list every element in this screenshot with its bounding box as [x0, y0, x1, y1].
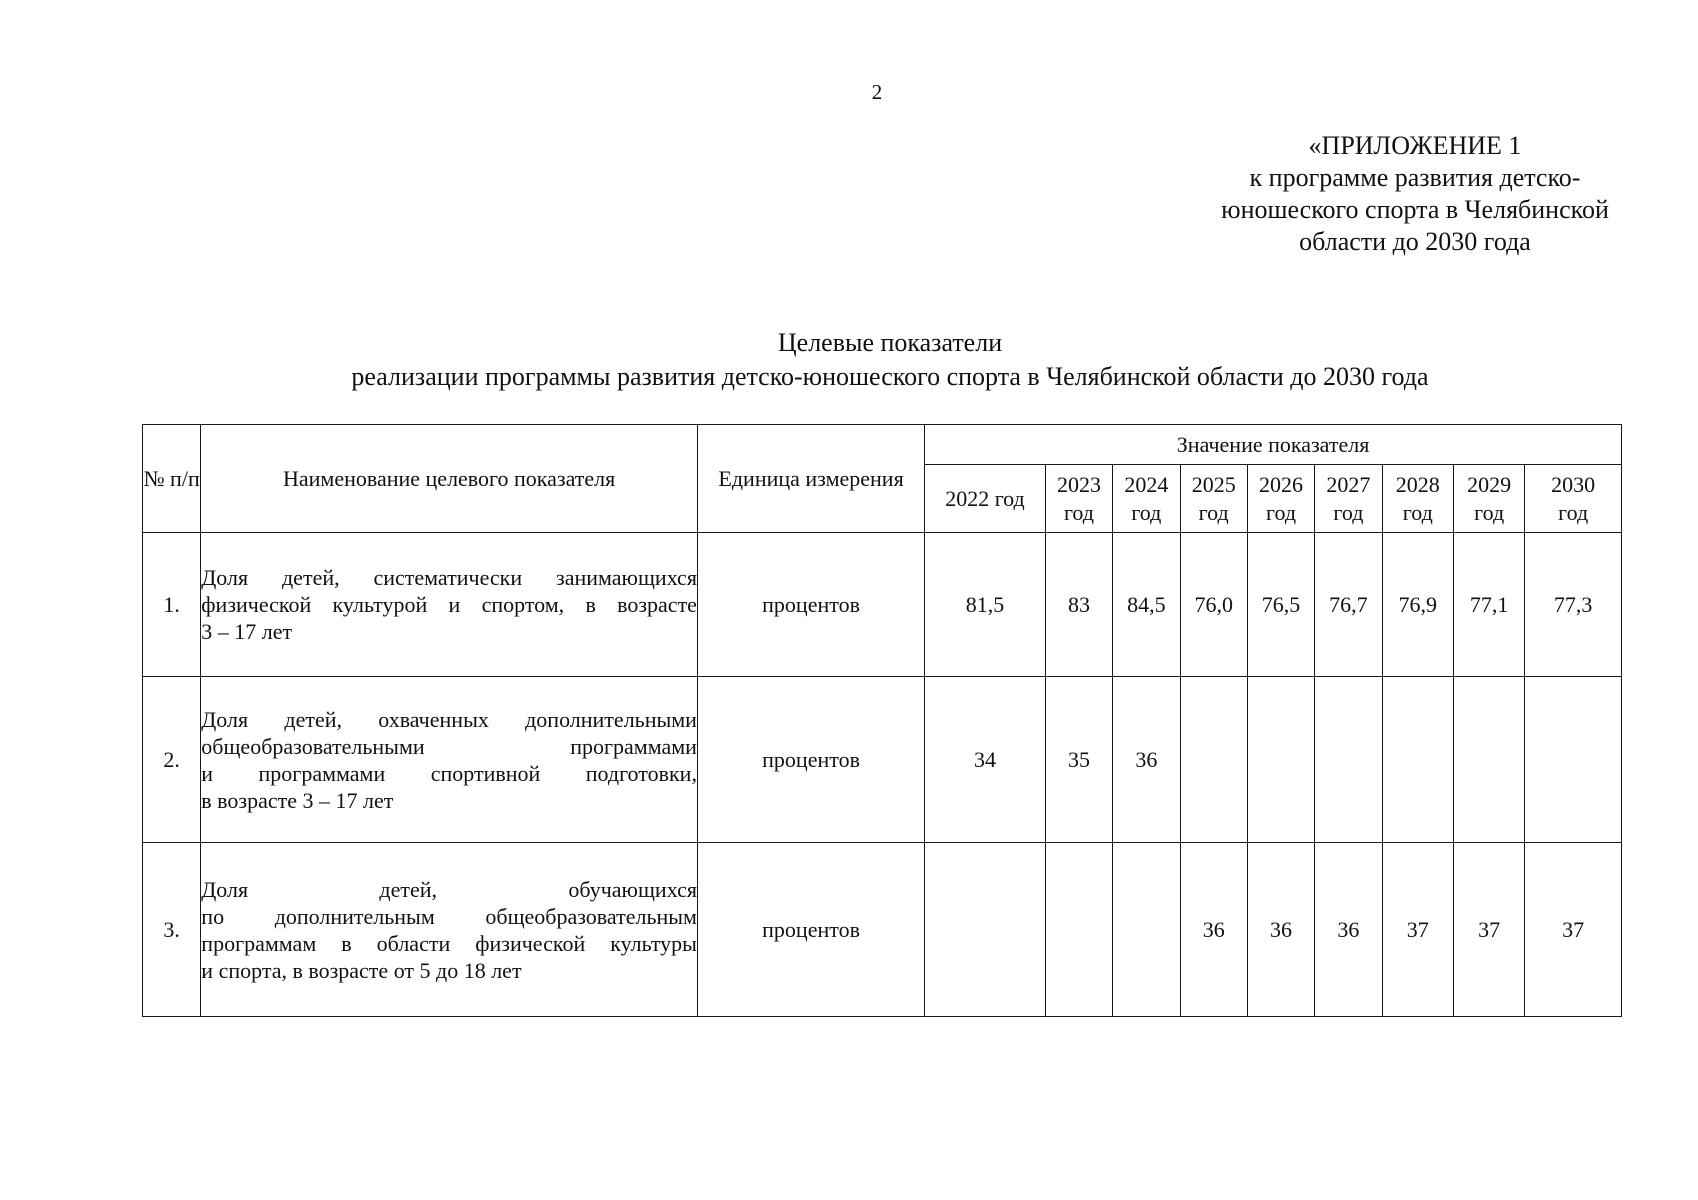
value-cell	[1113, 843, 1180, 1017]
value-cell	[925, 843, 1046, 1017]
value-cell: 81,5	[925, 533, 1046, 677]
header-year-number: 2024	[1124, 471, 1169, 497]
header-year	[925, 465, 1046, 533]
header-year	[1382, 465, 1453, 533]
value-cell: 83	[1045, 533, 1112, 677]
header-year	[1525, 465, 1622, 533]
value-cell	[1045, 843, 1112, 1017]
value-cell: 36	[1113, 677, 1180, 843]
header-year-suffix: год	[1198, 499, 1229, 525]
indicators-table	[142, 424, 1622, 1017]
header-year-number: 2022 год	[945, 485, 1025, 511]
value-cell	[1453, 677, 1524, 843]
header-year-number: 2028	[1395, 471, 1440, 497]
header-year-suffix: год	[1474, 499, 1505, 525]
value-cell: 76,0	[1180, 533, 1247, 677]
indicator-name	[201, 677, 698, 843]
header-year	[1113, 465, 1180, 533]
value-cell: 77,3	[1525, 533, 1622, 677]
appendix-heading	[1170, 130, 1660, 258]
table-row	[143, 843, 1622, 1017]
value-cell	[1180, 677, 1247, 843]
header-year	[1247, 465, 1314, 533]
header-year-suffix: год	[1131, 499, 1162, 525]
header-year	[1045, 465, 1112, 533]
header-year-suffix: год	[1266, 499, 1297, 525]
document-title	[200, 326, 1580, 394]
header-year-number: 2030	[1551, 471, 1596, 497]
header-year-suffix: год	[1333, 499, 1364, 525]
value-cell: 76,5	[1247, 533, 1314, 677]
value-cell	[1525, 677, 1622, 843]
header-year	[1315, 465, 1382, 533]
value-cell: 37	[1382, 843, 1453, 1017]
indicator-name-line: по дополнительным общеобразовательным	[201, 903, 697, 929]
indicator-name-line: и программами спортивной подготовки,	[201, 760, 697, 786]
value-cell: 36	[1315, 843, 1382, 1017]
table-row	[143, 677, 1622, 843]
header-year-suffix: год	[1063, 499, 1094, 525]
indicator-name-line: физической культурой и спортом, в возрасте	[201, 592, 697, 617]
row-number: 3.	[143, 843, 201, 1017]
value-cell: 37	[1525, 843, 1622, 1017]
value-cell	[1382, 677, 1453, 843]
value-cell	[1247, 677, 1314, 843]
indicator-name-line: в возрасте 3 – 17 лет	[201, 787, 394, 813]
unit-cell: процентов	[697, 677, 924, 843]
value-cell: 36	[1180, 843, 1247, 1017]
header-year-number: 2029	[1467, 471, 1512, 497]
appendix-line: области до 2030 года	[1299, 227, 1531, 256]
value-cell: 76,7	[1315, 533, 1382, 677]
unit-cell: процентов	[697, 843, 924, 1017]
value-cell	[1315, 677, 1382, 843]
value-cell: 37	[1453, 843, 1524, 1017]
value-cell: 76,9	[1382, 533, 1453, 677]
header-year-number: 2026	[1259, 471, 1304, 497]
indicator-name-line: программам в области физической культуры	[201, 930, 697, 956]
header-year-number: 2027	[1326, 471, 1371, 497]
value-cell: 35	[1045, 677, 1112, 843]
indicator-name-line: Доля детей, систематически занимающихся	[201, 565, 697, 590]
header-year-suffix: год	[1402, 499, 1433, 525]
header-year-number: 2023	[1056, 471, 1101, 497]
indicator-name-line: 3 – 17 лет	[201, 619, 293, 644]
indicator-name-line: Доля детей, охваченных дополнительными	[201, 706, 697, 732]
appendix-line: к программе развития детско-	[1249, 163, 1581, 192]
header-year	[1453, 465, 1524, 533]
header-year-number: 2025	[1191, 471, 1236, 497]
title-line-2: реализации программы развития детско-юношеского спорта в Челябинской области до 2030 года	[351, 362, 1429, 391]
table-row	[143, 533, 1622, 677]
title-line-1: Целевые показатели	[777, 328, 1003, 357]
indicator-name-line: Доля детей, обучающихся	[201, 876, 697, 902]
row-number: 2.	[143, 677, 201, 843]
indicator-name-line: общеобразовательными программами	[201, 733, 697, 759]
indicator-name	[201, 533, 698, 677]
value-cell: 34	[925, 677, 1046, 843]
value-cell: 36	[1247, 843, 1314, 1017]
header-value-group: Значение показателя	[925, 425, 1622, 465]
header-name: Наименование целевого показателя	[201, 425, 698, 533]
unit-cell: процентов	[697, 533, 924, 677]
indicator-name-line: и спорта, в возрасте от 5 до 18 лет	[201, 957, 522, 983]
appendix-line: «ПРИЛОЖЕНИЕ 1	[1308, 131, 1522, 160]
row-number: 1.	[143, 533, 201, 677]
header-num: № п/п	[143, 425, 201, 533]
value-cell: 84,5	[1113, 533, 1180, 677]
page-number: 2	[871, 80, 883, 104]
indicator-name	[201, 843, 698, 1017]
header-year	[1180, 465, 1247, 533]
value-cell: 77,1	[1453, 533, 1524, 677]
appendix-line: юношеского спорта в Челябинской	[1221, 195, 1609, 224]
header-unit: Единица измерения	[697, 425, 924, 533]
header-year-suffix: год	[1558, 499, 1589, 525]
